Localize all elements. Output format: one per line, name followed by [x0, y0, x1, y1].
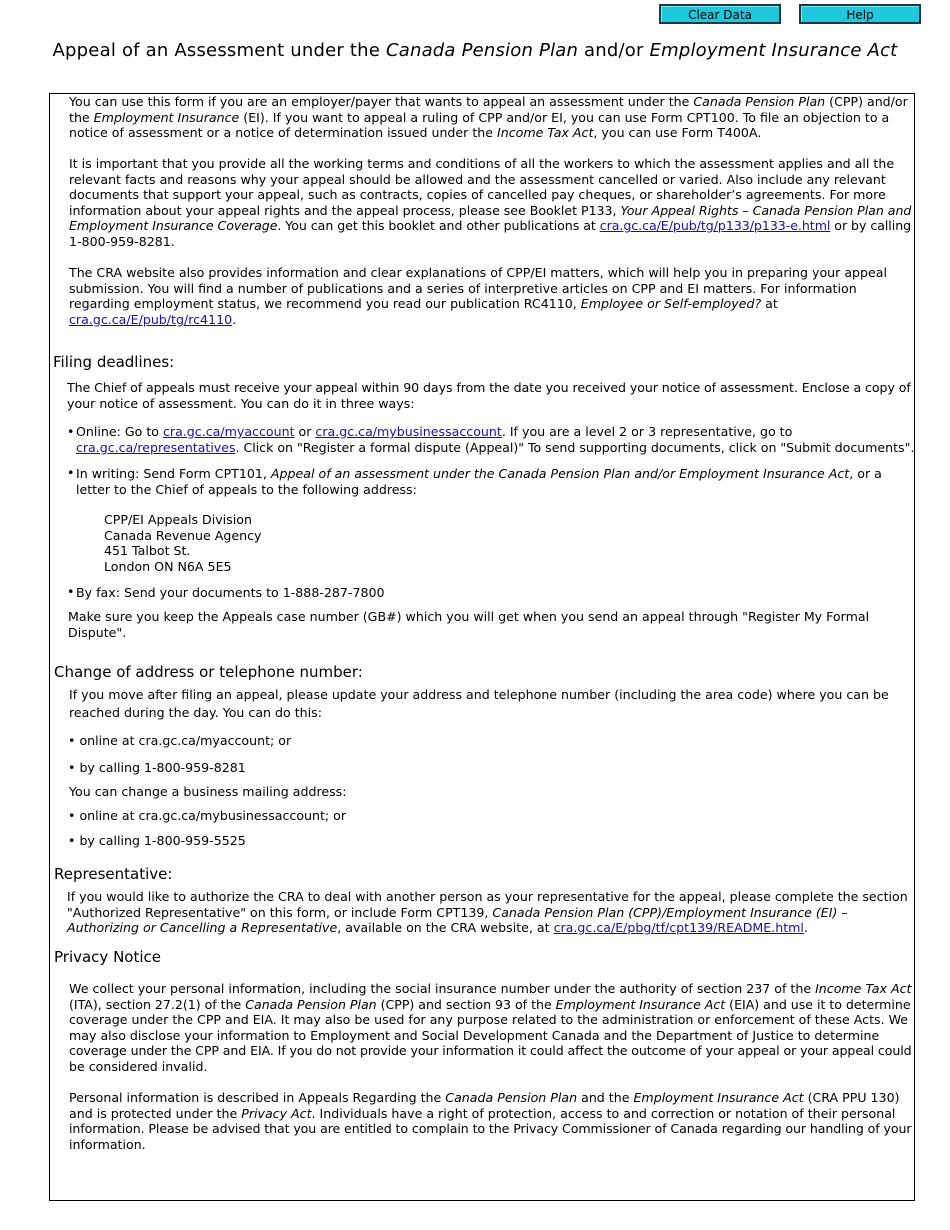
representatives-link[interactable]: cra.gc.ca/representatives — [76, 439, 236, 455]
privacy-paragraph-1: We collect your personal information, including the social insurance number under the authority of section 237 of the Income Tax Act (ITA), section 27.2(1) of the Canada Pension Plan (CPP) and section 93 of the Employment Insurance Act (EIA) and use it to determine coverage under the CPP and EIA. It may also be used for any purpose related to the administration or enforcement of these Acts. We may also disclose your information to Employment and Social Development Canada and the Department of Justice to determine coverage under the CPP and EIA. If you do not provide your information it could affect the outcome of your appeal or your appeal could be considered invalid. — [69, 981, 912, 1074]
filing-deadlines-heading: Filing deadlines: — [53, 353, 175, 371]
help-button[interactable]: Help — [799, 4, 921, 24]
filing-paragraph: The Chief of appeals must receive your appeal within 90 days from the date you received your notice of assessment. Enclose a copy of your notice of assessment. You can do it in three ways: — [67, 380, 911, 411]
list-item: • online at cra.gc.ca/myaccount; or — [68, 733, 292, 748]
filing-fax-item: By fax: Send your documents to 1-888-287-7800 — [76, 585, 385, 600]
list-item: • online at cra.gc.ca/mybusinessaccount; or — [68, 808, 347, 823]
privacy-heading: Privacy Notice — [54, 948, 161, 966]
list-item: • by calling 1-800-959-5525 — [68, 833, 246, 848]
filing-online-item: Online: Go to cra.gc.ca/myaccount or cra.gc.ca/mybusinessaccount. If you are a level 2 or 3 representative, go to cra.gc.ca/representatives. Click on "Register a formal dispute (Appeal)" To send supporting documents, click on "Submit documents". — [76, 424, 915, 455]
representative-heading: Representative: — [54, 865, 173, 883]
mybusinessaccount-link[interactable]: cra.gc.ca/mybusinessaccount — [315, 424, 502, 439]
rc4110-link[interactable]: cra.gc.ca/E/pub/tg/rc4110 — [69, 311, 233, 327]
intro-paragraph-3: The CRA website also provides information and clear explanations of CPP/EI matters, which will help you in preparing your appeal submission. You will find a number of publications and a series of interpretive articles on CPP and EI matters. For information regarding employment status, we recommend you read our publication RC4110, Employee or Self-employed? at cra.gc.ca/E/pub/tg/rc4110. — [69, 265, 887, 327]
bullet-icon: • — [67, 584, 75, 599]
bullet-icon: • — [67, 424, 75, 439]
bullet-icon: • — [67, 465, 75, 480]
mailing-address: CPP/EI Appeals Division Canada Revenue Agency 451 Talbot St. London ON N6A 5E5 — [104, 512, 262, 574]
business-address-label: You can change a business mailing address: — [69, 784, 347, 799]
change-address-paragraph: If you move after filing an appeal, please update your address and telephone number (including the area code) where you can be reached during the day. You can do this: — [69, 687, 889, 720]
privacy-paragraph-2: Personal information is described in Appeals Regarding the Canada Pension Plan and the Employment Insurance Act (CRA PPU 130) and is protected under the Privacy Act. Individuals have a right of protection, access to and correction or notation of their personal information. Please be advised that you are entitled to complain to the Privacy Commissioner of Canada regarding our handling of your information. — [69, 1090, 912, 1152]
myaccount-link[interactable]: cra.gc.ca/myaccount — [162, 424, 295, 439]
filing-writing-item: In writing: Send Form CPT101, Appeal of an assessment under the Canada Pension Plan and/or Employment Insurance Act, or a letter to the Chief of appeals to the following address: — [76, 466, 882, 497]
intro-paragraph-1: You can use this form if you are an employer/payer that wants to appeal an assessment under the Canada Pension Plan (CPP) and/or the Employment Insurance (EI). If you want to appeal a ruling of CPP and/or EI, you can use Form CPT100. To file an objection to a notice of assessment or a notice of determination issued under the Income Tax Act, you can use Form T400A. — [69, 94, 908, 141]
cpt139-link[interactable]: cra.gc.ca/E/pbg/tf/cpt139/README.html — [553, 920, 804, 936]
representative-paragraph: If you would like to authorize the CRA to deal with another person as your representative for the appeal, please complete the section "Authorized Representative" on this form, or include Form CPT139, Canada Pension Plan (CPP)/Employment Insurance (EI) – Authorizing or Cancelling a Representative, available on the CRA website, at cra.gc.ca/E/pbg/tf/cpt139/README.html. — [67, 889, 908, 936]
page-title: Appeal of an Assessment under the Canada Pension Plan and/or Employment Insurance Act — [52, 40, 898, 61]
appeals-case-note: Make sure you keep the Appeals case number (GB#) which you will get when you send an appeal through "Register My Formal Dispute". — [68, 609, 870, 640]
list-item: • by calling 1-800-959-8281 — [68, 760, 246, 775]
intro-paragraph-2: It is important that you provide all the working terms and conditions of all the workers to which the assessment applies and all the relevant facts and reasons why your appeal should be allowed and the assessment cancelled or varied. Also include any relevant documents that support your appeal, such as contracts, copies of cancelled pay cheques, or shareholder’s agreements. For more information about your appeal rights and the appeal process, please see Booklet P133, Your Appeal Rights – Canada Pension Plan and Employment Insurance Coverage. You can get this booklet and other publications at cra.gc.ca/E/pub/tg/p133/p133-e.html or by calling 1-800-959-8281. — [69, 156, 912, 249]
clear-data-button[interactable]: Clear Data — [659, 4, 781, 24]
change-address-heading: Change of address or telephone number: — [54, 663, 363, 681]
p133-link[interactable]: cra.gc.ca/E/pub/tg/p133/p133-e.html — [599, 218, 831, 234]
